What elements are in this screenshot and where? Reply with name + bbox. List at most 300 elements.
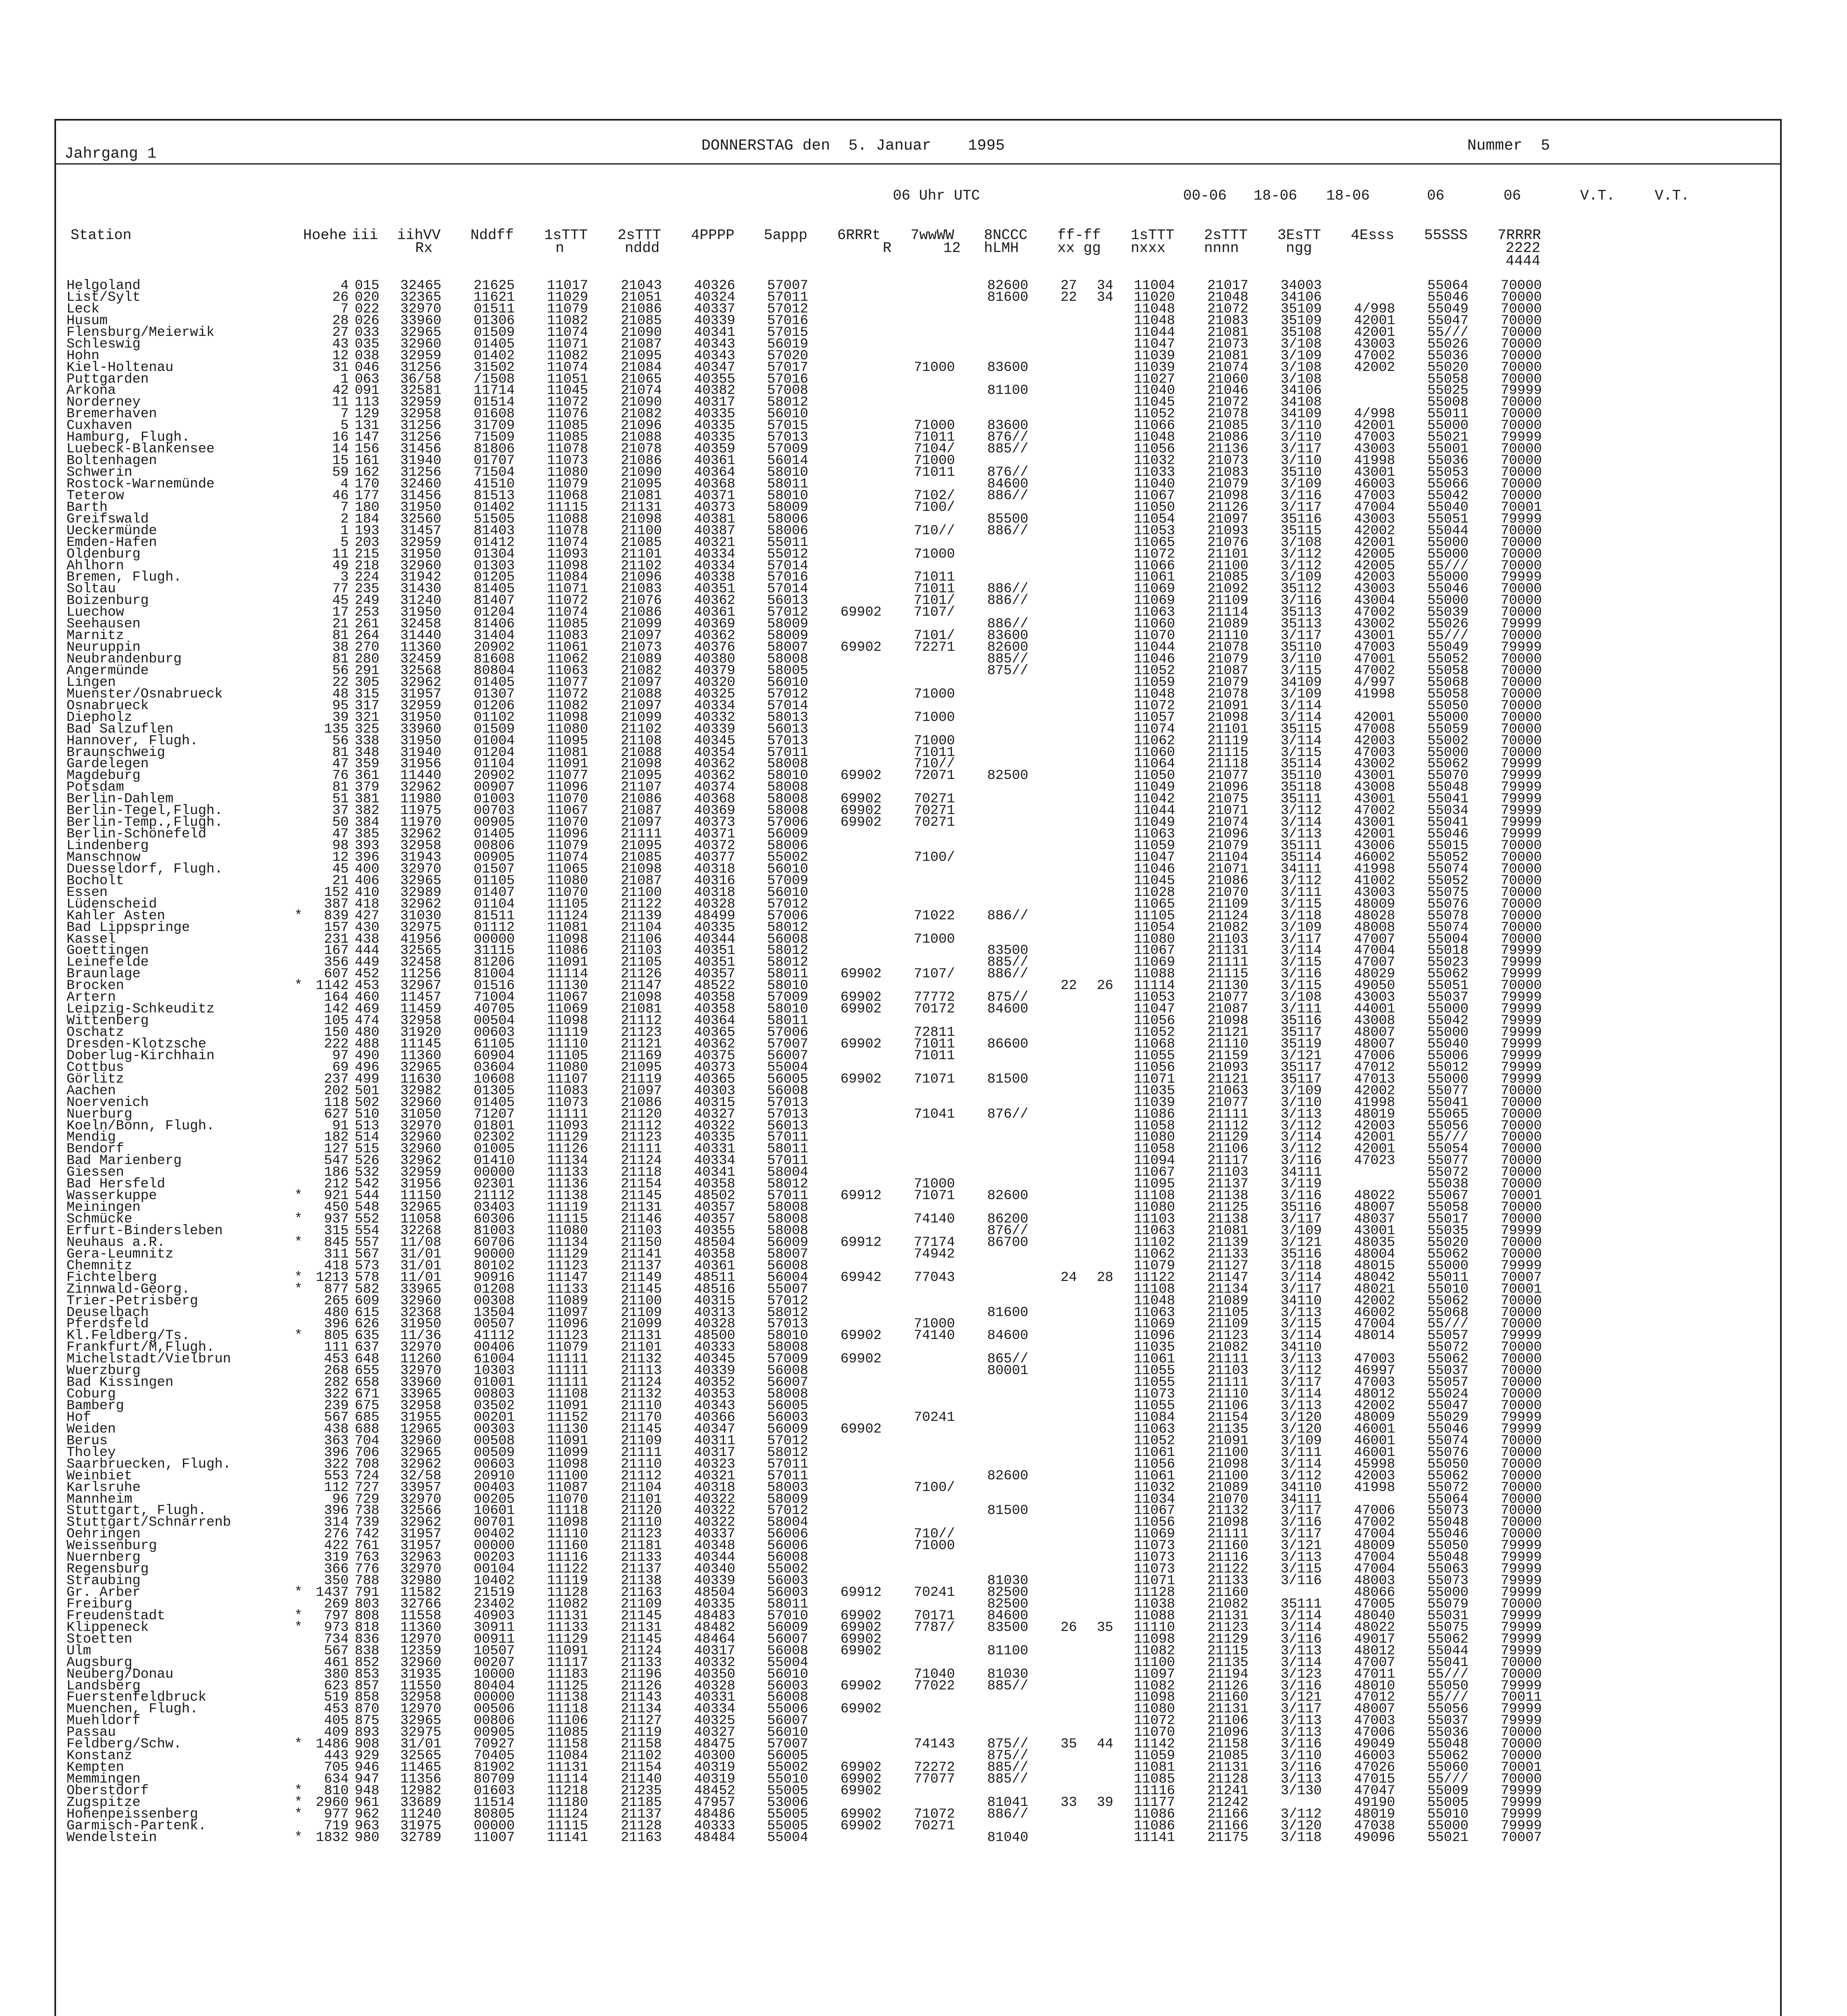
cell-nddff: 61004 bbox=[474, 1352, 515, 1367]
cell-3estt: 35118 bbox=[1281, 780, 1322, 796]
cell-2sttt: 21107 bbox=[621, 780, 662, 796]
cell-1sttt-2: 11032 bbox=[1134, 453, 1175, 469]
cell-3estt: 3/116 bbox=[1281, 966, 1322, 982]
cell-4esss: 48040 bbox=[1354, 1608, 1396, 1624]
cell-nddff: 01514 bbox=[474, 395, 515, 410]
cell-5appp: 57009 bbox=[767, 442, 809, 457]
station-height: 973 bbox=[324, 1620, 349, 1635]
cell-7rrrr: 70000 bbox=[1501, 371, 1542, 387]
cell-2sttt-2: 21175 bbox=[1207, 1830, 1249, 1845]
station-index: 359 bbox=[355, 756, 380, 772]
station-name: Kiel-Holtenau bbox=[67, 360, 174, 375]
cell-1sttt-2: 11068 bbox=[1134, 1036, 1175, 1052]
cell-55sss: 55077 bbox=[1427, 1153, 1469, 1169]
station-height: 48 bbox=[332, 686, 349, 702]
cell-3estt: 34109 bbox=[1281, 675, 1322, 690]
cell-6rrrt: 69912 bbox=[840, 1235, 882, 1250]
cell-4esss: 47047 bbox=[1354, 1783, 1396, 1799]
4esss-header: 4Esss bbox=[1351, 227, 1395, 244]
cell-2sttt: 21085 bbox=[621, 313, 662, 329]
cell-iihvv: 11145 bbox=[400, 1036, 442, 1052]
cell-1sttt: 11129 bbox=[547, 1130, 589, 1145]
cell-1sttt: 11115 bbox=[547, 1212, 589, 1227]
cell-55sss: 55012 bbox=[1427, 1060, 1469, 1075]
cell-55sss: 55037 bbox=[1427, 990, 1469, 1006]
cell-7wwww: 71011 bbox=[914, 745, 955, 760]
cell-4esss: 43001 bbox=[1354, 815, 1396, 831]
cell-1sttt-2: 11047 bbox=[1134, 336, 1175, 352]
cell-5appp: 58008 bbox=[767, 1223, 809, 1239]
cell-4pppp: 48484 bbox=[694, 1830, 736, 1845]
station-name: Hof bbox=[67, 1410, 92, 1425]
cell-4pppp: 40364 bbox=[694, 465, 736, 480]
station-height: 39 bbox=[332, 710, 349, 725]
cell-4pppp: 48522 bbox=[694, 978, 736, 994]
cell-3estt: 3/109 bbox=[1281, 686, 1322, 702]
station-table bbox=[67, 280, 1772, 1844]
cell-iihvv: 32965 bbox=[400, 873, 442, 889]
cell-nddff: 40705 bbox=[474, 1002, 515, 1017]
cell-4esss: 48019 bbox=[1354, 1106, 1396, 1122]
cell-55sss: 55074 bbox=[1427, 920, 1469, 935]
cell-5appp: 56013 bbox=[767, 721, 809, 737]
cell-2sttt: 21088 bbox=[621, 430, 662, 446]
cell-4esss: 47002 bbox=[1354, 1515, 1396, 1531]
station-height: 231 bbox=[324, 931, 349, 947]
cell-3estt: 3/114 bbox=[1281, 698, 1322, 714]
cell-5appp: 55007 bbox=[767, 1281, 809, 1297]
station-height: 222 bbox=[324, 1036, 349, 1052]
cell-1sttt-2: 11142 bbox=[1134, 1737, 1175, 1752]
cell-55sss: 55046 bbox=[1427, 827, 1469, 842]
cell-55sss: 55058 bbox=[1427, 371, 1469, 387]
mountain-marker: * bbox=[294, 1830, 303, 1845]
cell-4esss: 48004 bbox=[1354, 1246, 1396, 1262]
cell-7rrrr: 79999 bbox=[1501, 616, 1542, 632]
cell-7rrrr: 70000 bbox=[1501, 861, 1542, 877]
cell-2sttt: 21087 bbox=[621, 873, 662, 889]
station-height: 797 bbox=[324, 1608, 349, 1624]
station-height: 627 bbox=[324, 1106, 349, 1122]
7wwww-header: 7wwWW bbox=[911, 227, 955, 244]
cell-7rrrr: 70000 bbox=[1501, 1503, 1542, 1519]
cell-5appp: 56008 bbox=[767, 1643, 809, 1659]
cell-iihvv: 31457 bbox=[400, 523, 442, 539]
cell-2sttt-2: 21086 bbox=[1207, 430, 1249, 446]
cell-3estt: 3/130 bbox=[1281, 1783, 1322, 1799]
station-name: Hohn bbox=[67, 348, 100, 364]
station-index: 729 bbox=[355, 1491, 380, 1507]
station-height: 3 bbox=[340, 570, 349, 585]
cell-nddff: 40903 bbox=[474, 1608, 515, 1624]
cell-2sttt: 21082 bbox=[621, 663, 662, 679]
cell-1sttt-2: 11058 bbox=[1134, 1141, 1175, 1157]
cell-2sttt-2: 21091 bbox=[1207, 698, 1249, 714]
station-index: 626 bbox=[355, 1316, 380, 1332]
cell-4pppp: 40358 bbox=[694, 1246, 736, 1262]
station-name: Memmingen bbox=[67, 1772, 141, 1787]
cell-2sttt: 21100 bbox=[621, 1293, 662, 1309]
cell-55sss: 55025 bbox=[1427, 383, 1469, 399]
cell-1sttt: 11100 bbox=[547, 1468, 589, 1484]
station-height: 519 bbox=[324, 1690, 349, 1706]
cell-55sss: 55011 bbox=[1427, 406, 1469, 422]
cell-2sttt-2: 21125 bbox=[1207, 1200, 1249, 1216]
cell-2sttt-2: 21109 bbox=[1207, 593, 1249, 609]
cell-4pppp: 40339 bbox=[694, 313, 736, 329]
station-height: 46 bbox=[332, 488, 349, 504]
cell-2sttt-2: 21194 bbox=[1207, 1666, 1249, 1682]
cell-nddff: 01603 bbox=[474, 1783, 515, 1799]
station-index: 609 bbox=[355, 1293, 380, 1309]
cell-iihvv: 32565 bbox=[400, 943, 442, 959]
cell-1sttt-2: 11177 bbox=[1134, 1795, 1175, 1810]
cell-3estt: 3/110 bbox=[1281, 430, 1322, 446]
iihvv-sub: Rx bbox=[415, 240, 433, 256]
cell-55sss: 55058 bbox=[1427, 686, 1469, 702]
cell-2sttt: 21137 bbox=[621, 1258, 662, 1274]
cell-nddff: 01001 bbox=[474, 1375, 515, 1391]
cell-1sttt-2: 11061 bbox=[1134, 1352, 1175, 1367]
cell-iihvv: 33960 bbox=[400, 721, 442, 737]
station-height: 7 bbox=[340, 500, 349, 515]
cell-2sttt: 21141 bbox=[621, 1246, 662, 1262]
cell-55sss: 55076 bbox=[1427, 1445, 1469, 1460]
cell-2sttt-2: 21131 bbox=[1207, 1760, 1249, 1776]
cell-2sttt-2: 21073 bbox=[1207, 336, 1249, 352]
cell-55sss: 55050 bbox=[1427, 1678, 1469, 1694]
station-index: 162 bbox=[355, 465, 380, 480]
station-index: 488 bbox=[355, 1036, 380, 1052]
3estt-sub: ngg bbox=[1286, 240, 1312, 256]
cell-2sttt-2: 21109 bbox=[1207, 896, 1249, 912]
cell-2sttt-2: 21017 bbox=[1207, 278, 1249, 294]
cell-1sttt: 11085 bbox=[547, 430, 589, 446]
station-name: Karlsruhe bbox=[67, 1480, 141, 1495]
cell-4pppp: 40362 bbox=[694, 593, 736, 609]
station-name: Zugspitze bbox=[67, 1795, 141, 1810]
cell-55sss: 55000 bbox=[1427, 1025, 1469, 1040]
station-name: Koeln/Bonn, Flugh. bbox=[67, 1118, 215, 1134]
cell-55sss: 55077 bbox=[1427, 1083, 1469, 1099]
cell-5appp: 57011 bbox=[767, 1468, 809, 1484]
cell-55sss: 55049 bbox=[1427, 640, 1469, 656]
cell-5appp: 56010 bbox=[767, 1666, 809, 1682]
cell-3estt: 3/116 bbox=[1281, 1515, 1322, 1531]
cell-iihvv: 31940 bbox=[400, 453, 442, 469]
station-index: 946 bbox=[355, 1760, 380, 1776]
cell-5appp: 56008 bbox=[767, 1258, 809, 1274]
cell-nddff: 31709 bbox=[474, 418, 515, 434]
cell-3estt: 3/115 bbox=[1281, 955, 1322, 971]
cell-5appp: 57010 bbox=[767, 1608, 809, 1624]
cell-4esss: 47012 bbox=[1354, 1690, 1396, 1706]
cell-4pppp: 40344 bbox=[694, 931, 736, 947]
cell-5appp: 56004 bbox=[767, 1270, 809, 1285]
cell-4esss: 47012 bbox=[1354, 1060, 1396, 1075]
station-index: 193 bbox=[355, 523, 380, 539]
station-name: Essen bbox=[67, 885, 108, 900]
cell-2sttt: 21138 bbox=[621, 1573, 662, 1589]
cell-1sttt-2: 11055 bbox=[1134, 1363, 1175, 1379]
cell-2sttt: 21110 bbox=[621, 1398, 662, 1414]
cell-nddff: 01004 bbox=[474, 733, 515, 749]
station-index: 381 bbox=[355, 791, 380, 807]
cell-55sss: 55048 bbox=[1427, 780, 1469, 796]
cell-nddff: 00402 bbox=[474, 1527, 515, 1542]
cell-4esss: 43008 bbox=[1354, 780, 1396, 796]
cell-5appp: 57009 bbox=[767, 990, 809, 1006]
cell-4pppp: 40335 bbox=[694, 1596, 736, 1612]
cell-4esss: 41998 bbox=[1354, 686, 1396, 702]
cell-nddff: 01205 bbox=[474, 570, 515, 585]
station-name: Augsburg bbox=[67, 1655, 133, 1670]
cell-2sttt: 21083 bbox=[621, 581, 662, 597]
cell-2sttt: 21133 bbox=[621, 1550, 662, 1566]
cell-6rrrt: 69902 bbox=[840, 1631, 882, 1647]
station-height: 438 bbox=[324, 1421, 349, 1437]
cell-55sss: 55000 bbox=[1427, 570, 1469, 585]
cell-iihvv: 32465 bbox=[400, 278, 442, 294]
cell-5appp: 58009 bbox=[767, 616, 809, 632]
station-height: 28 bbox=[332, 313, 349, 329]
cell-7rrrr: 79999 bbox=[1501, 943, 1542, 959]
cell-55sss: 55017 bbox=[1427, 1212, 1469, 1227]
cell-4pppp: 40381 bbox=[694, 511, 736, 527]
cell-8nccc: 83500 bbox=[987, 943, 1029, 959]
cell-5appp: 56010 bbox=[767, 861, 809, 877]
cell-nddff: 00907 bbox=[474, 780, 515, 796]
cell-1sttt-2: 11081 bbox=[1134, 1760, 1175, 1776]
cell-2sttt: 21111 bbox=[621, 1445, 662, 1460]
cell-iihvv: 12970 bbox=[400, 1631, 442, 1647]
cell-iihvv: 32989 bbox=[400, 885, 442, 900]
cell-4pppp: 40366 bbox=[694, 1410, 736, 1425]
cell-5appp: 57007 bbox=[767, 1737, 809, 1752]
station-height: 2 bbox=[340, 511, 349, 527]
cell-4esss: 43002 bbox=[1354, 756, 1396, 772]
station-index: 739 bbox=[355, 1515, 380, 1531]
cell-iihvv: 32970 bbox=[400, 1562, 442, 1577]
cell-iihvv: 32975 bbox=[400, 1725, 442, 1741]
cell-2sttt: 21158 bbox=[621, 1737, 662, 1752]
cell-3estt: 3/108 bbox=[1281, 360, 1322, 375]
station-index: 542 bbox=[355, 1177, 380, 1192]
cell-2sttt: 21150 bbox=[621, 1235, 662, 1250]
cell-1sttt: 11080 bbox=[547, 873, 589, 889]
cell-1sttt-2: 11035 bbox=[1134, 1340, 1175, 1356]
cell-1sttt: 11062 bbox=[547, 652, 589, 667]
cell-nddff: 81511 bbox=[474, 908, 515, 924]
cell-2sttt: 21104 bbox=[621, 920, 662, 935]
cell-55sss: 55042 bbox=[1427, 488, 1469, 504]
cell-4pppp: 40331 bbox=[694, 1690, 736, 1706]
cell-55sss: 55064 bbox=[1427, 1491, 1469, 1507]
cell-nddff: 81608 bbox=[474, 652, 515, 667]
cell-8nccc: 81100 bbox=[987, 383, 1029, 399]
cell-nddff: 81806 bbox=[474, 442, 515, 457]
station-height: 567 bbox=[324, 1643, 349, 1659]
cell-1sttt-2: 11065 bbox=[1134, 535, 1175, 550]
6rrrt-sub: R bbox=[883, 240, 892, 256]
station-name: Oschatz bbox=[67, 1025, 124, 1040]
cell-1sttt: 11086 bbox=[547, 943, 589, 959]
station-name: Meiningen bbox=[67, 1200, 141, 1216]
cell-3estt: 3/109 bbox=[1281, 476, 1322, 492]
station-name: Diepholz bbox=[67, 710, 133, 725]
cell-ff-gust: 28 bbox=[1097, 1270, 1113, 1285]
cell-4esss: 42002 bbox=[1354, 1398, 1396, 1414]
cell-55sss: 55002 bbox=[1427, 733, 1469, 749]
cell-5appp: 57012 bbox=[767, 1293, 809, 1309]
cell-1sttt-2: 11072 bbox=[1134, 546, 1175, 562]
cell-5appp: 58012 bbox=[767, 1305, 809, 1320]
cell-2sttt: 21097 bbox=[621, 1083, 662, 1099]
cell-iihvv: 31256 bbox=[400, 360, 442, 375]
cell-iihvv: 33957 bbox=[400, 1480, 442, 1495]
cell-5appp: 55011 bbox=[767, 535, 809, 550]
cell-1sttt: 11068 bbox=[547, 488, 589, 504]
cell-2sttt: 21085 bbox=[621, 850, 662, 865]
7rrrr-header: 7RRRR bbox=[1498, 227, 1541, 244]
cell-2sttt-2: 21083 bbox=[1207, 465, 1249, 480]
cell-4esss: 47003 bbox=[1354, 430, 1396, 446]
cell-2sttt: 21102 bbox=[621, 1748, 662, 1764]
cell-5appp: 57009 bbox=[767, 873, 809, 889]
cell-2sttt-2: 21100 bbox=[1207, 558, 1249, 574]
station-index: 430 bbox=[355, 920, 380, 935]
station-index: 526 bbox=[355, 1153, 380, 1169]
station-name: List/Sylt bbox=[67, 289, 141, 305]
cell-4esss: 49050 bbox=[1354, 978, 1396, 994]
cell-3estt: 35109 bbox=[1281, 313, 1322, 329]
cell-nddff: 31115 bbox=[474, 943, 515, 959]
cell-6rrrt: 69902 bbox=[840, 1352, 882, 1367]
cell-2sttt: 21043 bbox=[621, 278, 662, 294]
cell-2sttt-2: 21114 bbox=[1207, 605, 1249, 621]
cell-1sttt-2: 11055 bbox=[1134, 1375, 1175, 1391]
1sttt2-sub: nxxx bbox=[1131, 240, 1166, 256]
cell-7rrrr: 70000 bbox=[1501, 721, 1542, 737]
cell-8nccc: 82500 bbox=[987, 768, 1029, 784]
cell-7rrrr: 70000 bbox=[1501, 1177, 1542, 1192]
cell-7rrrr: 70000 bbox=[1501, 581, 1542, 597]
cell-7rrrr: 70000 bbox=[1501, 546, 1542, 562]
station-height: 322 bbox=[324, 1456, 349, 1472]
station-name: Doberlug-Kirchhain bbox=[67, 1048, 215, 1064]
cell-1sttt: 11072 bbox=[547, 395, 589, 410]
7rrrr-sub1: 2222 bbox=[1506, 240, 1541, 256]
cell-2sttt: 21099 bbox=[621, 1316, 662, 1332]
station-name: Stoetten bbox=[67, 1631, 133, 1647]
cell-2sttt: 21154 bbox=[621, 1760, 662, 1776]
cell-nddff: 01801 bbox=[474, 1118, 515, 1134]
cell-5appp: 58012 bbox=[767, 1445, 809, 1460]
cell-1sttt: 11107 bbox=[547, 1071, 589, 1087]
cell-7wwww: 77077 bbox=[914, 1772, 955, 1787]
cell-3estt: 3/112 bbox=[1281, 803, 1322, 819]
station-height: 77 bbox=[332, 581, 349, 597]
cell-nddff: 11514 bbox=[474, 1795, 515, 1810]
cell-iihvv: 32962 bbox=[400, 1456, 442, 1472]
cell-1sttt: 11084 bbox=[547, 1748, 589, 1764]
cell-2sttt: 21163 bbox=[621, 1830, 662, 1845]
cell-nddff: 00507 bbox=[474, 1316, 515, 1332]
station-index: 573 bbox=[355, 1258, 380, 1274]
cell-3estt: 3/117 bbox=[1281, 1702, 1322, 1717]
station-name: Cuxhaven bbox=[67, 418, 133, 434]
cell-4pppp: 40333 bbox=[694, 1340, 736, 1356]
cell-nddff: 00905 bbox=[474, 815, 515, 831]
cell-1sttt-2: 11066 bbox=[1134, 418, 1175, 434]
cell-5appp: 58010 bbox=[767, 978, 809, 994]
cell-4esss: 48008 bbox=[1354, 920, 1396, 935]
cell-iihvv: 32959 bbox=[400, 348, 442, 364]
cell-6rrrt: 69902 bbox=[840, 1071, 882, 1087]
cell-nddff: 00806 bbox=[474, 1713, 515, 1729]
cell-nddff: 81513 bbox=[474, 488, 515, 504]
station-name: Landsberg bbox=[67, 1678, 141, 1694]
station-height: 547 bbox=[324, 1153, 349, 1169]
cell-3estt: 3/112 bbox=[1281, 1468, 1322, 1484]
cell-iihvv: 32962 bbox=[400, 675, 442, 690]
cell-4pppp: 40317 bbox=[694, 1643, 736, 1659]
cell-3estt: 3/117 bbox=[1281, 1375, 1322, 1391]
cell-4esss: 47003 bbox=[1354, 488, 1396, 504]
cell-7wwww: 7787/ bbox=[914, 1620, 955, 1635]
cell-55sss: 55059 bbox=[1427, 721, 1469, 737]
cell-4pppp: 40343 bbox=[694, 336, 736, 352]
cell-5appp: 58008 bbox=[767, 1212, 809, 1227]
cell-55sss: 55079 bbox=[1427, 1596, 1469, 1612]
cell-1sttt: 11110 bbox=[547, 1527, 589, 1542]
cell-nddff: 30911 bbox=[474, 1620, 515, 1635]
station-index: 261 bbox=[355, 616, 380, 632]
cell-7rrrr: 70000 bbox=[1501, 1398, 1542, 1414]
cell-3estt: 3/121 bbox=[1281, 1690, 1322, 1706]
cell-1sttt: 11029 bbox=[547, 289, 589, 305]
station-name: Bendorf bbox=[67, 1141, 124, 1157]
cell-7wwww: 74942 bbox=[914, 1246, 955, 1262]
cell-7rrrr: 79999 bbox=[1501, 1025, 1542, 1040]
cell-2sttt-2: 21110 bbox=[1207, 1387, 1249, 1402]
cell-7rrrr: 70000 bbox=[1501, 535, 1542, 550]
cell-4esss: 48014 bbox=[1354, 1328, 1396, 1344]
cell-3estt: 3/113 bbox=[1281, 1398, 1322, 1414]
cell-4pppp: 40361 bbox=[694, 1258, 736, 1274]
cell-iihvv: 31956 bbox=[400, 756, 442, 772]
station-name: Berlin-Dahlem bbox=[67, 791, 174, 807]
cell-7rrrr: 70000 bbox=[1501, 908, 1542, 924]
station-height: 27 bbox=[332, 325, 349, 340]
station-name: Tholey bbox=[67, 1445, 116, 1460]
cell-2sttt-2: 21103 bbox=[1207, 1165, 1249, 1181]
cell-7wwww: 71000 bbox=[914, 418, 955, 434]
station-name: Kahler Asten bbox=[67, 908, 165, 924]
cell-nddff: 10000 bbox=[474, 1666, 515, 1682]
cell-5appp: 57015 bbox=[767, 325, 809, 340]
cell-3estt: 3/123 bbox=[1281, 1666, 1322, 1682]
cell-nddff: 01303 bbox=[474, 558, 515, 574]
cell-1sttt: 11125 bbox=[547, 1678, 589, 1694]
cell-iihvv: 32960 bbox=[400, 1095, 442, 1110]
station-index: 836 bbox=[355, 1631, 380, 1647]
station-height: 734 bbox=[324, 1631, 349, 1647]
cell-2sttt-2: 21070 bbox=[1207, 1491, 1249, 1507]
cell-55sss: 55036 bbox=[1427, 453, 1469, 469]
cell-1sttt: 11098 bbox=[547, 1013, 589, 1029]
mountain-marker: * bbox=[294, 1212, 303, 1227]
